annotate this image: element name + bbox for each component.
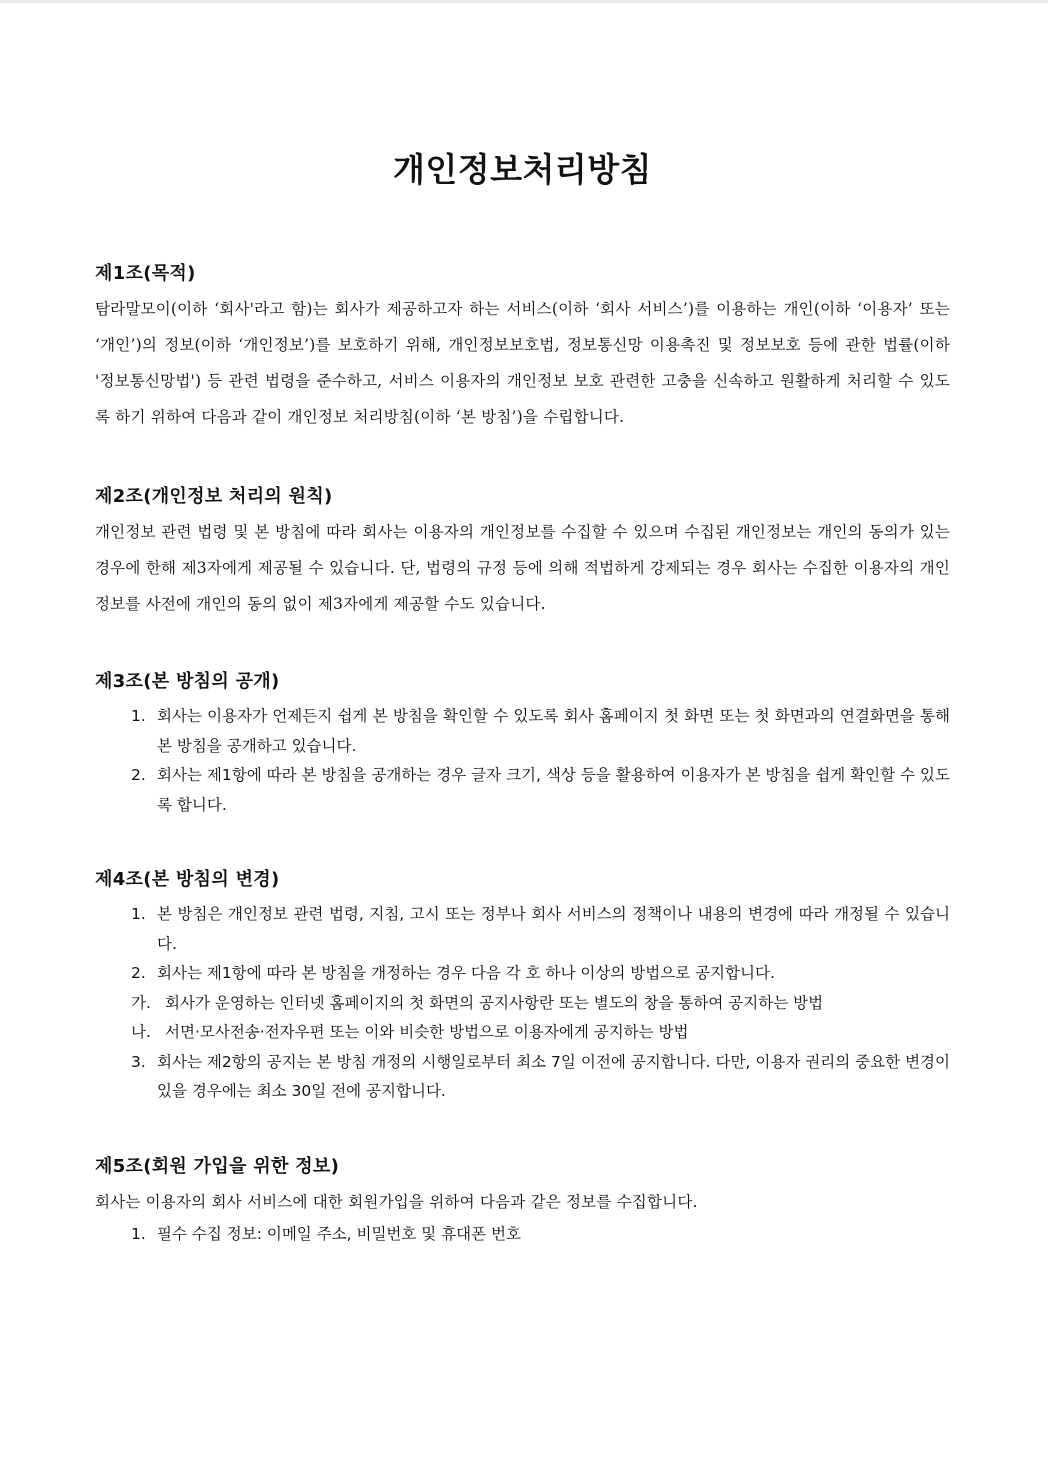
article-1 [95, 260, 950, 435]
article-title: 제2조(개인정보 처리의 원칙) [95, 486, 333, 507]
article-title: 제3조(본 방침의 공개) [95, 671, 280, 692]
sub-list-item [121, 1018, 950, 1048]
sub-list-item-marker: 가. [131, 993, 151, 1012]
list-item-number: 3. [131, 1052, 146, 1071]
sub-list-item-text: 서면·모사전송·전자우편 또는 이와 비슷한 방법으로 이용자에게 공지하는 방법 [165, 1023, 689, 1041]
list-item-text: 필수 수집 정보: 이메일 주소, 비밀번호 및 휴대폰 번호 [157, 1224, 521, 1243]
numbered-list [95, 1220, 950, 1250]
list-item-number: 2. [131, 964, 146, 982]
article-title: 제1조(목적) [95, 263, 196, 284]
list-item-number: 1. [131, 1224, 146, 1243]
sub-list-item-marker: 나. [131, 1023, 151, 1041]
top-border [0, 0, 1048, 3]
list-item-text: 회사는 제1항에 따라 본 방침을 개정하는 경우 다음 각 호 하나 이상의 방법으로 공지합니다. [157, 964, 775, 982]
list-item [95, 1220, 950, 1250]
article-paragraph: 개인정보 관련 법령 및 본 방침에 따라 회사는 이용자의 개인정보를 수집할 수 있으며 수집된 개인정보는 개인의 동의가 있는 경우에 한해 제3자에게 제공될 수 있습니다. 단, 법령의 규정 등에 의해 적법하게 강제되는 경우 회사는 수집한 이용자의 개인정보를 사전에 개인의 동의 없이 제3자에게 제공할 수도 있습니다. [95, 523, 950, 613]
list-item-text: 회사는 이용자가 언제든지 쉽게 본 방침을 확인할 수 있도록 회사 홈페이지 첫 화면 또는 첫 화면과의 연결화면을 통해 본 방침을 공개하고 있습니다. [157, 707, 950, 755]
list-item [95, 761, 950, 820]
list-item-text: 본 방침은 개인정보 관련 법령, 지침, 고시 또는 정부나 회사 서비스의 정책이나 내용의 변경에 따라 개정될 수 있습니다. [157, 905, 950, 953]
article-title: 제5조(회원 가입을 위한 정보) [95, 1155, 340, 1177]
sub-list [131, 989, 950, 1048]
list-item-text: 회사는 제2항의 공지는 본 방침 개정의 시행일로부터 최소 7일 이전에 공지합니다. 다만, 이용자 권리의 중요한 변경이 있을 경우에는 최소 30일 전에 공지합니다. [157, 1052, 950, 1100]
list-item [95, 1048, 950, 1107]
list-item-number: 1. [131, 707, 146, 725]
numbered-list [95, 900, 950, 1107]
article-paragraph: 탐라말모이(이하 ‘회사'라고 함)는 회사가 제공하고자 하는 서비스(이하 ‘회사 서비스’)를 이용하는 개인(이하 ‘이용자’ 또는 ‘개인’)의 정보(이하 ‘개인정보’)를 보호하기 위해, 개인정보보호법, 정보통신망 이용촉진 및 정보보호 등에 관한 법률(이하 '정보통신망법') 등 관련 법령을 준수하고, 서비스 이용자의 개인정보 보호 관련한 고충을 신속하고 원활하게 처리할 수 있도록 하기 위하여 다음과 같이 개인정보 처리방침(이하 ‘본 방침’)을 수립합니다. [95, 300, 950, 426]
document-page [95, 148, 950, 1249]
article-title: 제4조(본 방침의 변경) [95, 869, 280, 890]
list-item-number: 2. [131, 766, 146, 784]
list-item-number: 1. [131, 905, 146, 923]
article-paragraph: 회사는 이용자의 회사 서비스에 대한 회원가입을 위하여 다음과 같은 정보를 수집합니다. [95, 1192, 698, 1211]
article-2 [95, 483, 950, 622]
list-item [95, 900, 950, 959]
article-5 [95, 1153, 950, 1250]
article-3 [95, 668, 950, 820]
article-4 [95, 866, 950, 1107]
list-item [95, 702, 950, 761]
sub-list-item-text: 회사가 운영하는 인터넷 홈페이지의 첫 화면의 공지사항란 또는 별도의 창을 통하여 공지하는 방법 [165, 993, 824, 1012]
numbered-list [95, 702, 950, 820]
list-item [95, 959, 950, 1048]
list-item-text: 회사는 제1항에 따라 본 방침을 공개하는 경우 글자 크기, 색상 등을 활용하여 이용자가 본 방침을 쉽게 확인할 수 있도록 합니다. [157, 766, 950, 814]
document-title: 개인정보처리방침 [392, 150, 653, 189]
sub-list-item [121, 989, 950, 1019]
